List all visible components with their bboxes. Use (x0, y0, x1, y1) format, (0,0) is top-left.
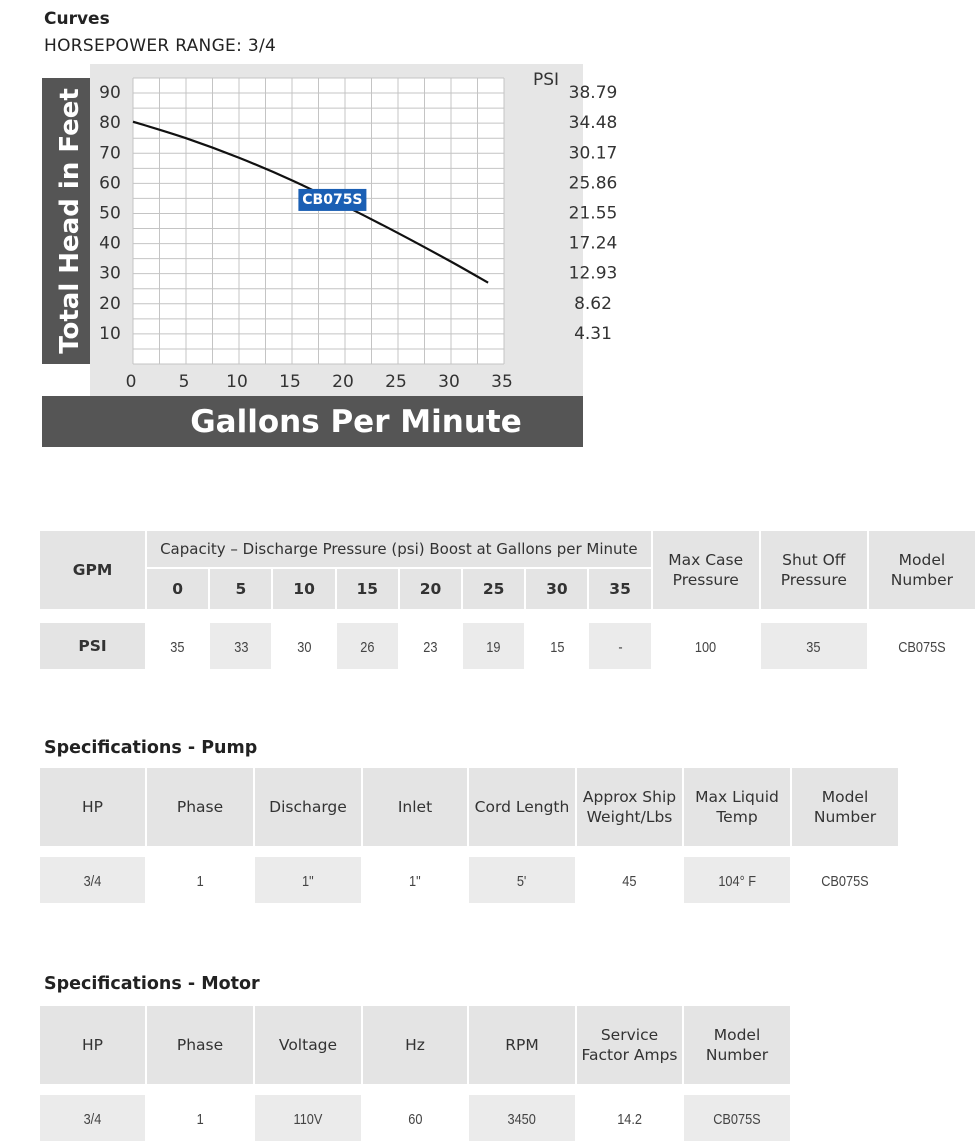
spec-value: 5' (469, 857, 575, 903)
y-tick-label: 80 (99, 113, 121, 134)
spec-header: Hz (363, 1006, 467, 1084)
motor-spec-title: Specifications - Motor (44, 974, 260, 994)
gpm-value: 25 (463, 569, 524, 609)
pump-spec-title: Specifications - Pump (44, 738, 258, 758)
pump-spec-values-row (40, 857, 898, 903)
psi-value: 19 (463, 623, 524, 669)
gpm-header: GPM (40, 531, 145, 609)
spec-header: HP (40, 1006, 145, 1084)
spec-header: Model Number (792, 768, 898, 846)
gpm-value: 0 (147, 569, 208, 609)
chart-canvas (42, 64, 618, 447)
psi-tick-label: 38.79 (568, 83, 618, 104)
gpm-value: 30 (526, 569, 587, 609)
psi-tick-label: 21.55 (568, 203, 618, 224)
psi-tick-label: 30.17 (568, 143, 618, 164)
spec-value: 60 (407, 1110, 423, 1128)
spec-value: 3/4 (40, 1095, 145, 1141)
gpm-value: 35 (589, 569, 650, 609)
x-tick-label: 10 (226, 372, 248, 392)
gpm-value: 15 (337, 569, 398, 609)
x-tick-label: 25 (385, 372, 407, 392)
spec-header: Phase (147, 1006, 253, 1084)
psi-tick-label: 34.48 (568, 113, 618, 134)
y-tick-label: 90 (99, 83, 121, 104)
psi-value: 30 (296, 638, 312, 656)
y-axis-title: Total Head in Feet (55, 88, 85, 354)
spec-value: CB075S (821, 872, 869, 890)
model-number-header: Model Number (869, 531, 975, 609)
motor-spec-header-row (40, 1006, 790, 1084)
y-tick-label: 10 (99, 323, 121, 344)
model-number-value: CB075S (898, 638, 946, 656)
psi-tick-label: 8.62 (574, 293, 612, 314)
capacity-group-header: Capacity – Discharge Pressure (psi) Boost at Gallons per Minute (147, 531, 651, 567)
y-tick-label: 20 (99, 293, 121, 314)
y-tick-label: 40 (99, 233, 121, 254)
psi-row-label: PSI (40, 623, 145, 669)
psi-value: 26 (337, 623, 398, 669)
motor-spec-values-row (40, 1095, 790, 1141)
spec-header: Approx Ship Weight/Lbs (577, 768, 682, 846)
spec-value: 3450 (469, 1095, 575, 1141)
spec-value: CB075S (684, 1095, 790, 1141)
row-spacer (40, 848, 898, 855)
gpm-value: 10 (273, 569, 334, 609)
series-label: CB075S (302, 191, 363, 208)
psi-values-row (40, 623, 975, 669)
psi-value: 35 (170, 638, 185, 656)
horsepower-range: HORSEPOWER RANGE: 3/4 (44, 36, 277, 56)
x-tick-label: 0 (125, 372, 137, 392)
psi-axis-title: PSI (532, 70, 560, 90)
psi-value: 23 (423, 638, 438, 656)
psi-value: - (589, 623, 650, 669)
spec-value: 1" (255, 857, 361, 903)
pump-curve-chart (42, 64, 618, 447)
spec-header: HP (40, 768, 145, 846)
spec-value: 110V (255, 1095, 361, 1141)
spec-header: Cord Length (469, 768, 575, 846)
spec-header: Discharge (255, 768, 361, 846)
y-tick-label: 60 (99, 173, 121, 194)
spec-header: Voltage (255, 1006, 361, 1084)
spec-value: 1 (196, 1110, 204, 1128)
pump-spec-table (38, 766, 900, 905)
x-tick-label: 35 (491, 372, 513, 392)
motor-spec-table (38, 1004, 792, 1143)
spec-value: 3/4 (40, 857, 145, 903)
psi-value: 15 (549, 638, 564, 656)
gpm-value: 5 (210, 569, 271, 609)
spec-value: 1 (196, 872, 204, 890)
spec-header: Model Number (684, 1006, 790, 1084)
x-tick-label: 5 (178, 372, 190, 392)
psi-value: 33 (210, 623, 271, 669)
spec-header: Service Factor Amps (577, 1006, 682, 1084)
spec-value: 1" (409, 872, 421, 890)
spec-header: Inlet (363, 768, 467, 846)
max-case-header: Max Case Pressure (653, 531, 759, 609)
spec-value: 45 (622, 872, 637, 890)
psi-tick-label: 12.93 (568, 263, 618, 284)
spec-header: RPM (469, 1006, 575, 1084)
y-tick-label: 70 (99, 143, 121, 164)
spec-value: 104° F (684, 857, 790, 903)
x-tick-label: 20 (332, 372, 354, 392)
gpm-value: 20 (400, 569, 461, 609)
row-spacer (40, 1086, 790, 1093)
spec-header: Phase (147, 768, 253, 846)
x-tick-label: 30 (438, 372, 460, 392)
y-tick-label: 30 (99, 263, 121, 284)
psi-tick-label: 4.31 (574, 323, 612, 344)
spec-header: Max Liquid Temp (684, 768, 790, 846)
y-tick-label: 50 (99, 203, 121, 224)
row-spacer (40, 611, 975, 621)
pump-spec-header-row (40, 768, 898, 846)
psi-tick-label: 25.86 (568, 173, 618, 194)
page-title: Curves (44, 9, 110, 29)
shut-off-header: Shut Off Pressure (761, 531, 867, 609)
spec-value: 14.2 (617, 1110, 642, 1128)
psi-tick-label: 17.24 (568, 233, 618, 254)
shut-off-value: 35 (761, 623, 867, 669)
max-case-value: 100 (695, 638, 717, 656)
capacity-table (38, 529, 977, 671)
x-axis-title: Gallons Per Minute (190, 404, 522, 440)
x-tick-label: 15 (279, 372, 301, 392)
